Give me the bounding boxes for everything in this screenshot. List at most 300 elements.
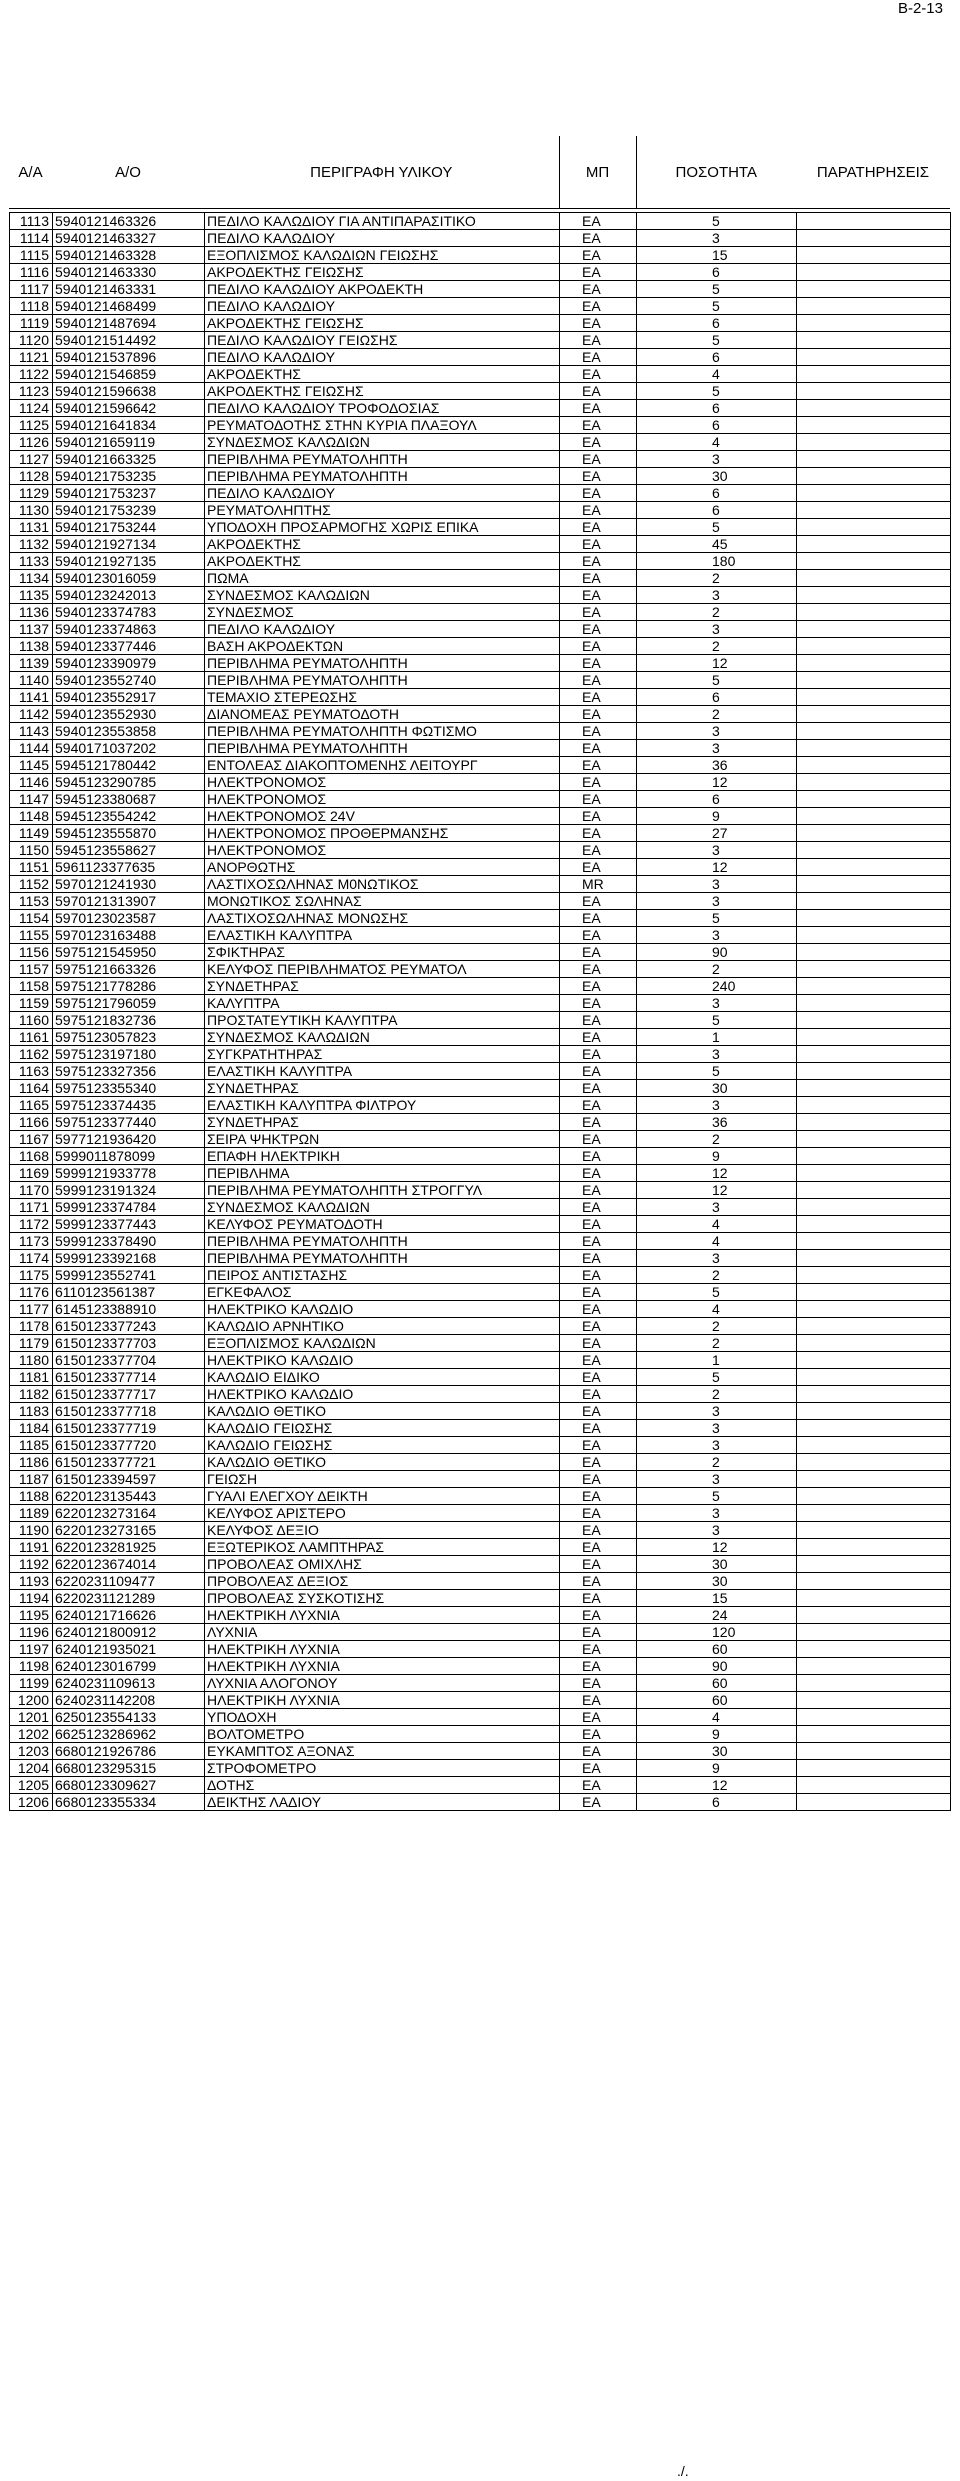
table-row	[10, 995, 951, 1012]
item-unit: ΕΑ	[560, 1029, 637, 1046]
item-number: 1158	[10, 978, 53, 995]
item-quantity: 36	[637, 757, 797, 774]
item-unit: ΕΑ	[560, 1692, 637, 1709]
item-unit: ΕΑ	[560, 1301, 637, 1318]
item-code: 5975123377440	[53, 1114, 205, 1131]
item-unit: ΕΑ	[560, 859, 637, 876]
item-notes	[797, 1369, 951, 1386]
item-code: 6240231142208	[53, 1692, 205, 1709]
item-unit: ΕΑ	[560, 961, 637, 978]
item-number: 1119	[10, 315, 53, 332]
item-notes	[797, 1199, 951, 1216]
item-number: 1195	[10, 1607, 53, 1624]
item-number: 1206	[10, 1794, 53, 1811]
item-description: ΠΕΔΙΛΟ ΚΑΛΩΔΙΟΥ	[205, 349, 560, 366]
item-quantity: 5	[637, 672, 797, 689]
item-code: 6150123377718	[53, 1403, 205, 1420]
item-number: 1127	[10, 451, 53, 468]
table-row	[10, 1675, 951, 1692]
table-row	[10, 485, 951, 502]
item-description: ΗΛΕΚΤΡΙΚΗ ΛΥΧΝΙΑ	[205, 1607, 560, 1624]
item-number: 1177	[10, 1301, 53, 1318]
table-row	[10, 1233, 951, 1250]
item-notes	[797, 451, 951, 468]
item-number: 1170	[10, 1182, 53, 1199]
item-code: 6240231109613	[53, 1675, 205, 1692]
item-quantity: 3	[637, 1097, 797, 1114]
item-quantity: 9	[637, 1760, 797, 1777]
item-quantity: 90	[637, 1658, 797, 1675]
item-unit: ΕΑ	[560, 1675, 637, 1692]
item-notes	[797, 1165, 951, 1182]
item-description: ΑΝΟΡΘΩΤΗΣ	[205, 859, 560, 876]
item-notes	[797, 332, 951, 349]
item-unit: ΕΑ	[560, 1437, 637, 1454]
item-notes	[797, 1692, 951, 1709]
item-quantity: 6	[637, 485, 797, 502]
table-row	[10, 1267, 951, 1284]
item-quantity: 2	[637, 604, 797, 621]
table-row	[10, 1199, 951, 1216]
item-description: ΕΓΚΕΦΑΛΟΣ	[205, 1284, 560, 1301]
item-notes	[797, 400, 951, 417]
item-number: 1130	[10, 502, 53, 519]
item-code: 5940123374783	[53, 604, 205, 621]
item-notes	[797, 944, 951, 961]
item-code: 5999011878099	[53, 1148, 205, 1165]
item-quantity: 5	[637, 1369, 797, 1386]
item-quantity: 6	[637, 791, 797, 808]
item-number: 1149	[10, 825, 53, 842]
end-mark: ./.	[677, 2463, 689, 2479]
item-unit: ΕΑ	[560, 1063, 637, 1080]
item-code: 5940123553858	[53, 723, 205, 740]
item-description: ΣΥΝΔΕΣΜΟΣ ΚΑΛΩΔΙΩΝ	[205, 1029, 560, 1046]
item-code: 5940121463330	[53, 264, 205, 281]
item-notes	[797, 757, 951, 774]
table-row	[10, 1437, 951, 1454]
item-description: ΚΑΛΩΔΙΟ ΑΡΝΗΤΙΚΟ	[205, 1318, 560, 1335]
item-quantity: 60	[637, 1641, 797, 1658]
item-code: 5975121663326	[53, 961, 205, 978]
table-row	[10, 1012, 951, 1029]
table-row	[10, 349, 951, 366]
table-row	[10, 604, 951, 621]
item-code: 6220231109477	[53, 1573, 205, 1590]
item-number: 1160	[10, 1012, 53, 1029]
item-number: 1118	[10, 298, 53, 315]
item-notes	[797, 655, 951, 672]
item-notes	[797, 638, 951, 655]
item-number: 1161	[10, 1029, 53, 1046]
item-description: ΑΚΡΟΔΕΚΤΗΣ	[205, 553, 560, 570]
item-number: 1123	[10, 383, 53, 400]
item-code: 5999123378490	[53, 1233, 205, 1250]
item-unit: ΕΑ	[560, 1658, 637, 1675]
table-row	[10, 689, 951, 706]
table-row	[10, 1284, 951, 1301]
item-code: 5975123374435	[53, 1097, 205, 1114]
item-notes	[797, 1454, 951, 1471]
item-notes	[797, 366, 951, 383]
item-code: 5970123023587	[53, 910, 205, 927]
item-notes	[797, 859, 951, 876]
item-number: 1162	[10, 1046, 53, 1063]
item-number: 1174	[10, 1250, 53, 1267]
item-quantity: 60	[637, 1675, 797, 1692]
item-number: 1182	[10, 1386, 53, 1403]
item-unit: ΕΑ	[560, 1369, 637, 1386]
item-number: 1188	[10, 1488, 53, 1505]
table-row	[10, 264, 951, 281]
item-code: 5945123290785	[53, 774, 205, 791]
item-unit: ΕΑ	[560, 1335, 637, 1352]
item-description: ΗΛΕΚΤΡΟΝΟΜΟΣ	[205, 842, 560, 859]
item-code: 5940121468499	[53, 298, 205, 315]
item-unit: ΕΑ	[560, 468, 637, 485]
header-notes: ΠΑΡΑΤΗΡΗΣΕΙΣ	[816, 163, 930, 181]
item-notes	[797, 485, 951, 502]
item-notes	[797, 1250, 951, 1267]
item-unit: ΕΑ	[560, 1539, 637, 1556]
item-number: 1141	[10, 689, 53, 706]
item-unit: ΕΑ	[560, 1182, 637, 1199]
item-number: 1176	[10, 1284, 53, 1301]
item-number: 1116	[10, 264, 53, 281]
item-notes	[797, 910, 951, 927]
item-notes	[797, 417, 951, 434]
table-row	[10, 315, 951, 332]
item-code: 5999123191324	[53, 1182, 205, 1199]
item-number: 1139	[10, 655, 53, 672]
table-row	[10, 570, 951, 587]
item-number: 1198	[10, 1658, 53, 1675]
item-description: ΕΛΑΣΤΙΚΗ ΚΑΛΥΠΤΡΑ	[205, 1063, 560, 1080]
table-row	[10, 366, 951, 383]
item-notes	[797, 298, 951, 315]
table-row	[10, 519, 951, 536]
item-quantity: 30	[637, 1080, 797, 1097]
item-notes	[797, 621, 951, 638]
item-quantity: 2	[637, 1335, 797, 1352]
item-description: ΗΛΕΚΤΡΙΚΟ ΚΑΛΩΔΙΟ	[205, 1386, 560, 1403]
table-row	[10, 502, 951, 519]
item-unit: ΕΑ	[560, 1267, 637, 1284]
table-row	[10, 1063, 951, 1080]
item-quantity: 60	[637, 1692, 797, 1709]
item-description: ΑΚΡΟΔΕΚΤΗΣ ΓΕΙΩΣΗΣ	[205, 264, 560, 281]
item-quantity: 240	[637, 978, 797, 995]
item-unit: MR	[560, 876, 637, 893]
item-code: 5945123554242	[53, 808, 205, 825]
item-description: ΒΟΛΤΟΜΕΤΡΟ	[205, 1726, 560, 1743]
table-row	[10, 1114, 951, 1131]
item-notes	[797, 264, 951, 281]
item-quantity: 9	[637, 1148, 797, 1165]
item-number: 1147	[10, 791, 53, 808]
item-number: 1117	[10, 281, 53, 298]
item-unit: ΕΑ	[560, 230, 637, 247]
item-number: 1179	[10, 1335, 53, 1352]
item-number: 1186	[10, 1454, 53, 1471]
table-row	[10, 774, 951, 791]
item-number: 1173	[10, 1233, 53, 1250]
item-description: ΑΚΡΟΔΕΚΤΗΣ	[205, 536, 560, 553]
item-quantity: 15	[637, 247, 797, 264]
item-description: ΕΞΟΠΛΙΣΜΟΣ ΚΑΛΩΔΙΩΝ ΓΕΙΩΣΗΣ	[205, 247, 560, 264]
item-notes	[797, 1233, 951, 1250]
table-row	[10, 281, 951, 298]
item-description: ΛΥΧΝΙΑ ΑΛΟΓΟΝΟΥ	[205, 1675, 560, 1692]
item-number: 1153	[10, 893, 53, 910]
item-code: 6220123273164	[53, 1505, 205, 1522]
item-description: ΠΕΙΡΟΣ ΑΝΤΙΣΤΑΣΗΣ	[205, 1267, 560, 1284]
item-notes	[797, 536, 951, 553]
item-quantity: 12	[637, 1539, 797, 1556]
item-notes	[797, 791, 951, 808]
item-unit: ΕΑ	[560, 893, 637, 910]
item-code: 6240121716626	[53, 1607, 205, 1624]
table-row	[10, 553, 951, 570]
item-description: ΑΚΡΟΔΕΚΤΗΣ ΓΕΙΩΣΗΣ	[205, 315, 560, 332]
item-description: ΗΛΕΚΤΡΟΝΟΜΟΣ	[205, 791, 560, 808]
item-code: 5940121596642	[53, 400, 205, 417]
table-row	[10, 1403, 951, 1420]
item-unit: ΕΑ	[560, 1471, 637, 1488]
item-notes	[797, 281, 951, 298]
table-row	[10, 978, 951, 995]
item-number: 1180	[10, 1352, 53, 1369]
item-notes	[797, 1471, 951, 1488]
table-row	[10, 1182, 951, 1199]
table-row	[10, 1335, 951, 1352]
item-quantity: 30	[637, 1743, 797, 1760]
table-row	[10, 1352, 951, 1369]
item-notes	[797, 808, 951, 825]
item-notes	[797, 1794, 951, 1811]
item-description: ΒΑΣΗ ΑΚΡΟΔΕΚΤΩΝ	[205, 638, 560, 655]
item-code: 5940123552917	[53, 689, 205, 706]
header-aa: Α/Α	[18, 163, 43, 181]
item-description: ΣΥΝΔΕΤΗΡΑΣ	[205, 1114, 560, 1131]
item-code: 5940123374863	[53, 621, 205, 638]
item-description: ΗΛΕΚΤΡΙΚΟ ΚΑΛΩΔΙΟ	[205, 1301, 560, 1318]
item-quantity: 2	[637, 1318, 797, 1335]
item-unit: ΕΑ	[560, 519, 637, 536]
item-notes	[797, 349, 951, 366]
item-description: ΤΕΜΑΧΙΟ ΣΤΕΡΕΩΣΗΣ	[205, 689, 560, 706]
item-description: ΕΠΑΦΗ ΗΛΕΚΤΡΙΚΗ	[205, 1148, 560, 1165]
item-number: 1166	[10, 1114, 53, 1131]
item-quantity: 3	[637, 723, 797, 740]
item-description: ΠΕΔΙΛΟ ΚΑΛΩΔΙΟΥ ΓΙΑ ΑΝΤΙΠΑΡΑΣΙΤΙΚΟ	[205, 213, 560, 230]
table-row	[10, 672, 951, 689]
item-description: ΛΑΣΤΙΧΟΣΩΛΗΝΑΣ Μ0ΝΩΤΙΚΟΣ	[205, 876, 560, 893]
item-description: ΠΕΡΙΒΛΗΜΑ ΡΕΥΜΑΤΟΛΗΠΤΗ	[205, 655, 560, 672]
item-notes	[797, 893, 951, 910]
item-unit: ΕΑ	[560, 808, 637, 825]
table-row	[10, 1386, 951, 1403]
table-row	[10, 1165, 951, 1182]
table-row	[10, 1029, 951, 1046]
item-code: 5940121596638	[53, 383, 205, 400]
table-row	[10, 434, 951, 451]
item-notes	[797, 1641, 951, 1658]
item-unit: ΕΑ	[560, 1199, 637, 1216]
item-unit: ΕΑ	[560, 1352, 637, 1369]
item-number: 1120	[10, 332, 53, 349]
item-quantity: 3	[637, 587, 797, 604]
item-code: 6220123281925	[53, 1539, 205, 1556]
item-notes	[797, 1403, 951, 1420]
item-code: 6150123377719	[53, 1420, 205, 1437]
item-quantity: 27	[637, 825, 797, 842]
table-row	[10, 1590, 951, 1607]
item-code: 5940121753244	[53, 519, 205, 536]
item-number: 1203	[10, 1743, 53, 1760]
item-description: ΠΕΔΙΛΟ ΚΑΛΩΔΙΟΥ	[205, 298, 560, 315]
item-code: 5940121546859	[53, 366, 205, 383]
table-row	[10, 1318, 951, 1335]
item-number: 1205	[10, 1777, 53, 1794]
item-code: 5940121659119	[53, 434, 205, 451]
item-description: ΜΟΝΩΤΙΚΟΣ ΣΩΛΗΝΑΣ	[205, 893, 560, 910]
item-number: 1113	[10, 213, 53, 230]
item-number: 1189	[10, 1505, 53, 1522]
table-row	[10, 1573, 951, 1590]
item-quantity: 4	[637, 366, 797, 383]
table-row	[10, 808, 951, 825]
item-unit: ΕΑ	[560, 247, 637, 264]
item-number: 1151	[10, 859, 53, 876]
item-code: 6150123377703	[53, 1335, 205, 1352]
item-notes	[797, 1148, 951, 1165]
item-quantity: 3	[637, 1420, 797, 1437]
item-code: 5940121927134	[53, 536, 205, 553]
item-description: ΚΑΛΩΔΙΟ ΘΕΤΙΚΟ	[205, 1454, 560, 1471]
item-notes	[797, 468, 951, 485]
item-code: 5961123377635	[53, 859, 205, 876]
item-number: 1156	[10, 944, 53, 961]
table-header	[9, 136, 950, 208]
item-code: 5940123390979	[53, 655, 205, 672]
item-number: 1133	[10, 553, 53, 570]
item-quantity: 6	[637, 417, 797, 434]
item-quantity: 3	[637, 230, 797, 247]
item-description: ΠΡΟΒΟΛΕΑΣ ΔΕΞΙΟΣ	[205, 1573, 560, 1590]
item-notes	[797, 876, 951, 893]
item-number: 1150	[10, 842, 53, 859]
item-code: 5975123327356	[53, 1063, 205, 1080]
table-row	[10, 1148, 951, 1165]
item-code: 5940121463331	[53, 281, 205, 298]
header-ao: Α/Ο	[115, 163, 141, 181]
header-unit: ΜΠ	[559, 136, 636, 208]
item-description: ΚΕΛΥΦΟΣ ΑΡΙΣΤΕΡΟ	[205, 1505, 560, 1522]
item-code: 5975121778286	[53, 978, 205, 995]
table-row	[10, 1624, 951, 1641]
table-row	[10, 910, 951, 927]
table-row	[10, 927, 951, 944]
table-row	[10, 893, 951, 910]
item-description: ΠΕΡΙΒΛΗΜΑ ΡΕΥΜΑΤΟΛΗΠΤΗ	[205, 451, 560, 468]
item-description: ΣΦΙΚΤΗΡΑΣ	[205, 944, 560, 961]
item-code: 5940171037202	[53, 740, 205, 757]
item-notes	[797, 672, 951, 689]
item-description: ΗΛΕΚΤΡΙΚΗ ΛΥΧΝΙΑ	[205, 1641, 560, 1658]
item-number: 1194	[10, 1590, 53, 1607]
item-unit: ΕΑ	[560, 1505, 637, 1522]
item-quantity: 5	[637, 1488, 797, 1505]
item-quantity: 5	[637, 383, 797, 400]
item-quantity: 12	[637, 1777, 797, 1794]
item-number: 1159	[10, 995, 53, 1012]
item-description: ΠΕΡΙΒΛΗΜΑ ΡΕΥΜΑΤΟΛΗΠΤΗ	[205, 1250, 560, 1267]
item-notes	[797, 1624, 951, 1641]
item-unit: ΕΑ	[560, 451, 637, 468]
item-quantity: 5	[637, 1063, 797, 1080]
item-code: 6145123388910	[53, 1301, 205, 1318]
item-unit: ΕΑ	[560, 791, 637, 808]
item-unit: ΕΑ	[560, 1607, 637, 1624]
item-number: 1125	[10, 417, 53, 434]
item-code: 5999123552741	[53, 1267, 205, 1284]
table-row	[10, 1692, 951, 1709]
item-quantity: 5	[637, 1012, 797, 1029]
item-quantity: 5	[637, 519, 797, 536]
item-quantity: 30	[637, 468, 797, 485]
item-notes	[797, 1063, 951, 1080]
item-number: 1197	[10, 1641, 53, 1658]
item-unit: ΕΑ	[560, 553, 637, 570]
item-unit: ΕΑ	[560, 417, 637, 434]
item-notes	[797, 434, 951, 451]
table-row	[10, 655, 951, 672]
item-number: 1154	[10, 910, 53, 927]
item-number: 1129	[10, 485, 53, 502]
table-row	[10, 1488, 951, 1505]
item-code: 5970123163488	[53, 927, 205, 944]
item-notes	[797, 1267, 951, 1284]
item-unit: ΕΑ	[560, 1709, 637, 1726]
item-unit: ΕΑ	[560, 1080, 637, 1097]
item-unit: ΕΑ	[560, 315, 637, 332]
item-number: 1128	[10, 468, 53, 485]
item-quantity: 3	[637, 1471, 797, 1488]
item-unit: ΕΑ	[560, 434, 637, 451]
item-unit: ΕΑ	[560, 1250, 637, 1267]
item-quantity: 2	[637, 1267, 797, 1284]
item-quantity: 12	[637, 655, 797, 672]
item-notes	[797, 1726, 951, 1743]
item-notes	[797, 1335, 951, 1352]
item-description: ΣΥΝΔΕΤΗΡΑΣ	[205, 978, 560, 995]
item-number: 1167	[10, 1131, 53, 1148]
item-number: 1191	[10, 1539, 53, 1556]
item-unit: ΕΑ	[560, 485, 637, 502]
item-number: 1143	[10, 723, 53, 740]
item-code: 5940121514492	[53, 332, 205, 349]
item-notes	[797, 1522, 951, 1539]
item-description: ΠΕΔΙΛΟ ΚΑΛΩΔΙΟΥ ΑΚΡΟΔΕΚΤΗ	[205, 281, 560, 298]
item-notes	[797, 1539, 951, 1556]
item-unit: ΕΑ	[560, 1522, 637, 1539]
item-quantity: 6	[637, 1794, 797, 1811]
table-row	[10, 468, 951, 485]
item-unit: ΕΑ	[560, 706, 637, 723]
item-unit: ΕΑ	[560, 536, 637, 553]
item-number: 1201	[10, 1709, 53, 1726]
